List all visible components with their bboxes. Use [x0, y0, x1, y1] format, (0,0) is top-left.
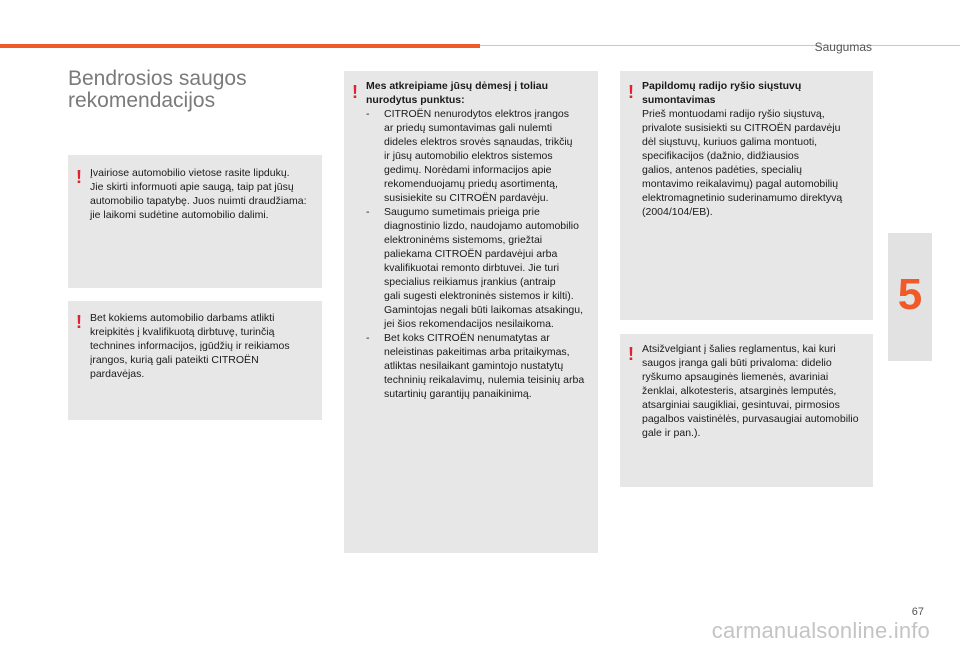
text-line: ryškumo apsauginės liemenės, avariniai	[642, 371, 829, 383]
info-box-equipment	[620, 334, 873, 487]
text-line: galios, antenos padėties, specialių	[642, 164, 802, 176]
text-line: (2004/104/EB).	[642, 206, 713, 218]
text-line: atliktas nesilaikant gamintojo nustatytų	[384, 360, 564, 372]
text-line: kreipkitės į kvalifikuotą dirbtuvę, turinčią	[90, 326, 275, 338]
header-accent-bar	[0, 44, 480, 48]
text-line: specialius reikiamus įrankius (antraip	[384, 276, 556, 288]
text-line: kvalifikuotai remonto dirbtuvei. Jie turi	[384, 262, 560, 274]
chapter-tab	[888, 233, 932, 361]
text-line: saugos įranga gali būti privaloma: didelio	[642, 357, 832, 369]
dash-marker: -	[366, 108, 370, 120]
box-heading: Mes atkreipiame jūsų dėmesį į toliau	[366, 80, 549, 92]
box-heading: sumontavimas	[642, 94, 716, 106]
box-text	[90, 166, 318, 222]
text-line: privalote susisiekti su CITROËN pardavėju	[642, 122, 841, 134]
text-line: ir jūsų automobilio elektros sistemos	[384, 150, 553, 162]
text-line: sutartinių garantijų panaikinimą.	[384, 388, 532, 400]
text-line: paliekama CITROËN pardavėjui arba	[384, 248, 558, 260]
text-line: Jie skirti informuoti apie saugą, taip pat jūsų	[90, 181, 294, 193]
text-line: Bet koks CITROËN nenumatytas ar	[384, 332, 550, 344]
text-line: elektromagnetinio suderinamumo direktyvą	[642, 192, 843, 204]
page-title-line: Bendrosios saugos	[68, 67, 247, 90]
warning-icon: !	[628, 82, 634, 102]
text-line: gali sugesti elektroninės sistemos ir kilti).	[384, 290, 574, 302]
text-line: ženklai, alkotesteris, atsarginės lemputės,	[642, 385, 837, 397]
warning-icon: !	[352, 82, 358, 102]
text-line: įrangos, kurią gali pateikti CITROËN	[90, 354, 259, 366]
box-heading: nurodytus punktus:	[366, 94, 465, 106]
page-title-line: rekomendacijos	[68, 89, 216, 112]
box-heading: Papildomų radijo ryšio siųstuvų	[642, 80, 802, 92]
text-line: neleistinas pakeitimas arba pritaikymas,	[384, 346, 570, 358]
text-line: automobilio tapatybę. Juos nuimti draudžiama:	[90, 195, 307, 207]
header-rule	[480, 45, 960, 46]
warning-icon: !	[628, 344, 634, 364]
text-line: Bet kokiems automobilio darbams atlikti	[90, 312, 275, 324]
text-line: rekomenduojamų priedų asortimentą,	[384, 178, 558, 190]
info-box-attention	[344, 71, 598, 553]
section-name: Saugumas	[814, 40, 872, 54]
list-item	[366, 205, 594, 331]
watermark: carmanualsonline.info	[711, 618, 930, 643]
warning-icon: !	[76, 167, 82, 187]
text-line: dideles elektros srovės sąnaudas, trikčių	[384, 136, 573, 148]
box-text	[642, 342, 869, 440]
text-line: Atsižvelgiant į šalies reglamentus, kai kuri	[642, 343, 836, 355]
text-line: specifikacijos (dažnio, didžiausios	[642, 150, 799, 162]
text-line: pagalbos vaistinėlės, purvasaugiai automobilio	[642, 413, 859, 425]
box-text	[366, 79, 594, 401]
chapter-number: 5	[897, 270, 923, 319]
box-text	[90, 311, 318, 381]
text-line: technines informacijos, įgūdžių ir reikiamos	[90, 340, 290, 352]
text-line: CITROËN nenurodytos elektros įrangos	[384, 108, 569, 120]
list-item	[366, 107, 594, 205]
list-item	[366, 331, 594, 401]
text-line: dėl siųstuvų, kuriuos galima montuoti,	[642, 136, 818, 148]
text-line: diagnostinio lizdo, naudojamo automobilio	[384, 220, 579, 232]
info-box-workshop	[68, 301, 322, 420]
text-line: techninių reikalavimų, nulemia teisinių arba	[384, 374, 585, 386]
info-box-radio	[620, 71, 873, 320]
text-line: Įvairiose automobilio vietose rasite lipdukų.	[90, 167, 290, 179]
text-line: montavimo reikalavimų) pagal automobilių	[642, 178, 839, 190]
text-line: pardavėjas.	[90, 368, 145, 380]
text-line: Gamintojas negali būti laikomas atsakingu,	[384, 304, 584, 316]
text-line: jie laikomi sudėtine automobilio dalimi.	[90, 209, 269, 221]
text-line: atsarginiai saugikliai, gesintuvai, pirmosios	[642, 399, 840, 411]
text-line: ar priedų sumontavimas gali nulemti	[384, 122, 553, 134]
text-line: gedimų. Norėdami informacijos apie	[384, 164, 552, 176]
dash-marker: -	[366, 332, 370, 344]
text-line: jei šios rekomendacijos nesilaikoma.	[384, 318, 554, 330]
warning-icon: !	[76, 312, 82, 332]
page-title	[68, 68, 328, 112]
text-line: elektroninėms sistemoms, griežtai	[384, 234, 543, 246]
text-line: Prieš montuodami radijo ryšio siųstuvą,	[642, 108, 825, 120]
text-line: Saugumo sumetimais prieiga prie	[384, 206, 540, 218]
text-line: gale ir pan.).	[642, 427, 701, 439]
box-text	[642, 79, 869, 219]
info-box-labels	[68, 155, 322, 288]
page-number: 67	[911, 606, 924, 618]
dash-marker: -	[366, 206, 370, 218]
text-line: susisiekite su CITROËN pardavėju.	[384, 192, 549, 204]
